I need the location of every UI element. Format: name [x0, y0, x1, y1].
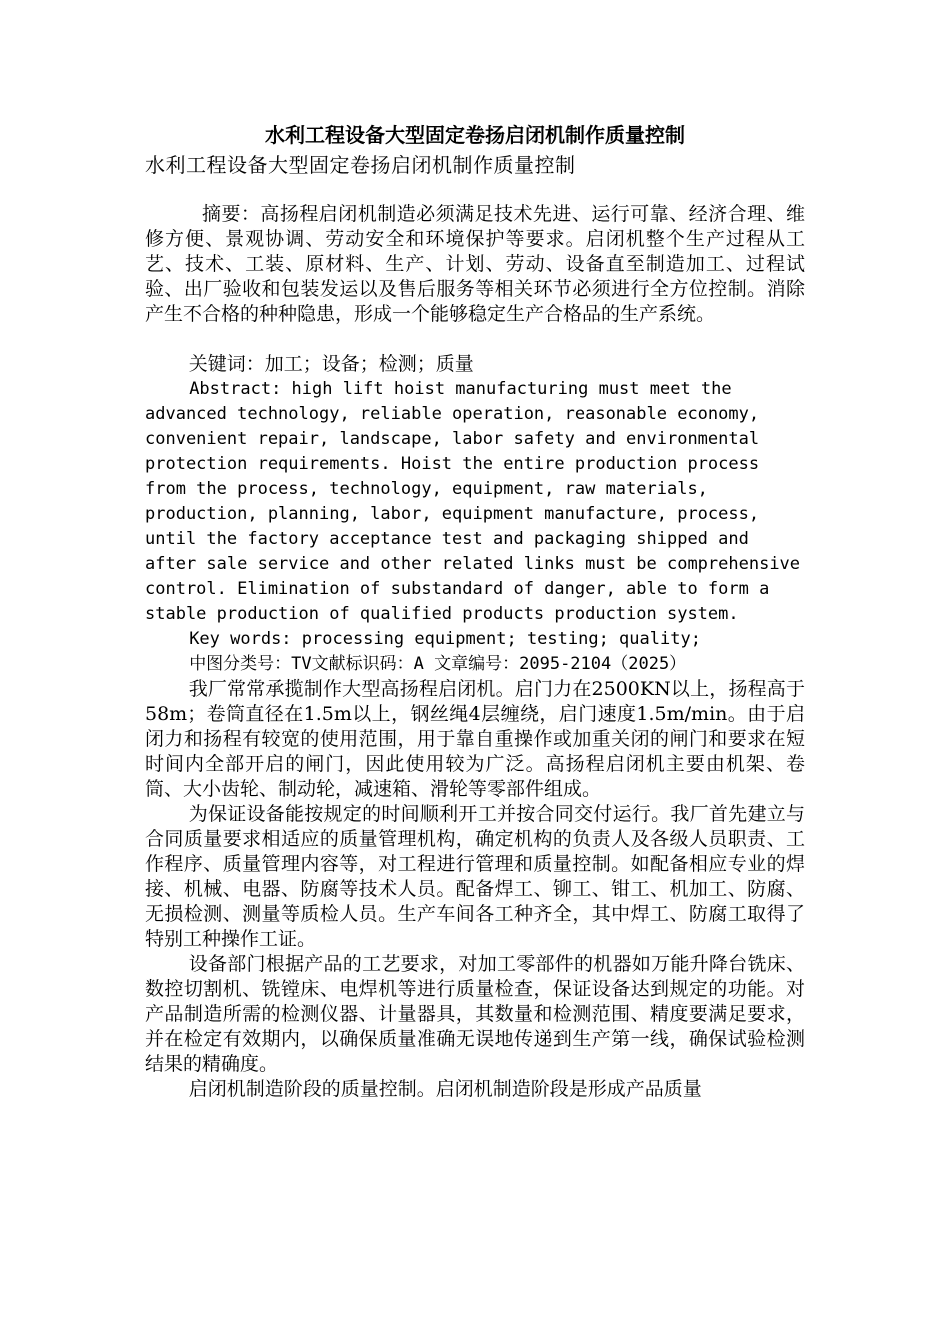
classification-info: 中图分类号：TV文献标识码：A 文章编号：2095-2104（2025）: [189, 654, 687, 674]
abstract-chinese: 摘要：高扬程启闭机制造必须满足技术先进、运行可靠、经济合理、维修方便、景观协调、劳动安全和环境保护等要求。启闭机整个生产过程从工艺、技术、工装、原材料、生产、计划、劳动、设备直至制造加工、过程试验、出厂验收和包装发运以及售后服务等相关环节必须进行全方位控制。消除产生不合格的种种隐患，形成一个能够稳定生产合格品的生产系统。: [145, 203, 805, 325]
document-page: [145, 120, 805, 1102]
document-title: 水利工程设备大型固定卷扬启闭机制作质量控制: [265, 123, 685, 147]
abstract-english: Abstract: high lift hoist manufacturing must meet the advanced technology, reliable operation, reasonable economy, convenient repair, landscape, labor safety and environmental protection requirements. Hoist the entire production process from the process, technology, equipment, raw materials, production, planning, labor, equipment manufacture, process, until the factory acceptance test and packaging shipped and after sale service and other related links must be comprehensive control. Elimination of substandard of danger, able to form a stable production of qualified products production system.: [145, 379, 801, 624]
keywords-english: Key words: processing equipment; testing; quality;: [189, 629, 701, 649]
keywords-chinese: 关键词：加工；设备；检测；质量: [188, 353, 474, 375]
body-paragraph-3: 设备部门根据产品的工艺要求，对加工零部件的机器如万能升降台铣床、数控切割机、铣镗床、电焊机等进行质量检查，保证设备达到规定的功能。对产品制造所需的检测仪器、计量器具，其数量和检测范围、精度要满足要求，并在检定有效期内，以确保质量准确无误地传递到生产第一线，确保试验检测结果的精确度。: [145, 953, 805, 1075]
body-paragraph-4: 启闭机制造阶段的质量控制。启闭机制造阶段是形成产品质量: [188, 1078, 702, 1100]
body-paragraph-1: 我厂常常承揽制作大型高扬程启闭机。启门力在2500KN以上，扬程高于58m；卷筒直径在1.5m以上，钢丝绳4层缠绕，启门速度1.5m/min。由于启闭力和扬程有较宽的使用范围，用于靠自重操作或加重关闭的闸门和要求在短时间内全部开启的闸门，因此使用较为广泛。高扬程启闭机主要由机架、卷筒、大小齿轮、制动轮，减速箱、滑轮等零部件组成。: [145, 678, 805, 800]
document-subtitle: 水利工程设备大型固定卷扬启闭机制作质量控制: [145, 153, 576, 177]
body-paragraph-2: 为保证设备能按规定的时间顺利开工并按合同交付运行。我厂首先建立与合同质量要求相适应的质量管理机构，确定机构的负责人及各级人员职责、工作程序、质量管理内容等，对工程进行管理和质量控制。如配备相应专业的焊接、机械、电器、防腐等技术人员。配备焊工、铆工、钳工、机加工、防腐、无损检测、测量等质检人员。生产车间各工种齐全，其中焊工、防腐工取得了特别工种操作工证。: [145, 803, 805, 950]
